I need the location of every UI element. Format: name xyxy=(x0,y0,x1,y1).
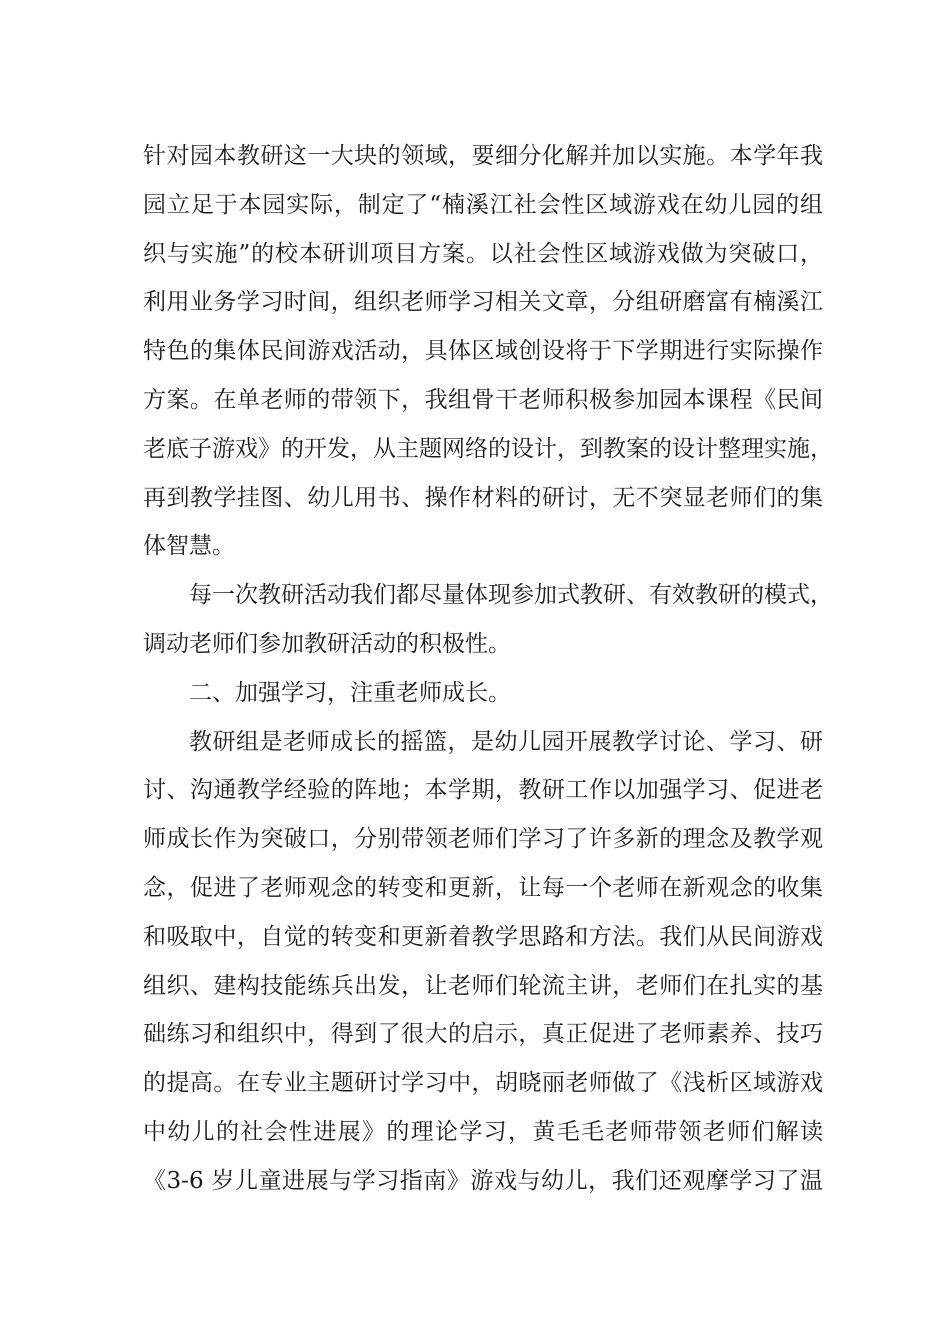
document-body xyxy=(143,132,833,1206)
text-line: 组织、建构技能练兵出发，让老师们轮流主讲，老师们在扎实的基 xyxy=(143,972,823,999)
paragraph xyxy=(143,132,833,571)
text-line: 和吸取中，自觉的转变和更新着教学思路和方法。我们从民间游戏 xyxy=(143,923,823,950)
text-line: 《3-6 岁儿童进展与学习指南》游戏与幼儿，我们还观摩学习了温 xyxy=(143,1167,823,1194)
text-line: 调动老师们参加教研活动的积极性。 xyxy=(143,630,511,657)
paragraph xyxy=(143,571,833,669)
text-line: 再到教学挂图、幼儿用书、操作材料的研讨，无不突显老师们的集 xyxy=(143,484,823,511)
text-line: 二、加强学习，注重老师成长。 xyxy=(189,679,511,706)
text-line: 特色的集体民间游戏活动，具体区域创设将于下学期进行实际操作 xyxy=(143,338,823,365)
text-line: 针对园本教研这一大块的领域，要细分化解并加以实施。本学年我 xyxy=(143,143,823,169)
paragraph xyxy=(143,669,823,718)
text-line: 老底子游戏》的开发，从主题网络的设计，到教案的设计整理实施， xyxy=(143,435,833,462)
text-line: 础练习和组织中，得到了很大的启示，真正促进了老师素养、技巧 xyxy=(143,1021,823,1048)
text-line: 织与实施”的校本研训项目方案。以社会性区域游戏做为突破口， xyxy=(143,240,823,267)
text-line: 体智慧。 xyxy=(143,533,235,560)
text-line: 教研组是老师成长的摇篮，是幼儿园开展教学讨论、学习、研 xyxy=(189,728,823,755)
text-line: 师成长作为突破口，分别带领老师们学习了许多新的理念及教学观 xyxy=(143,826,823,853)
text-line: 利用业务学习时间，组织老师学习相关文章，分组研磨富有楠溪江 xyxy=(143,289,823,316)
text-line: 每一次教研活动我们都尽量体现参加式教研、有效教研的模式， xyxy=(189,582,833,609)
text-line: 园立足于本园实际，制定了“楠溪江社会性区域游戏在幼儿园的组 xyxy=(143,191,823,218)
text-line: 的提高。在专业主题研讨学习中，胡晓丽老师做了《浅析区域游戏 xyxy=(143,1070,823,1097)
paragraph xyxy=(143,718,823,1206)
text-line: 讨、沟通教学经验的阵地；本学期，教研工作以加强学习、促进老 xyxy=(143,777,823,804)
text-line: 方案。在单老师的带领下，我组骨干老师积极参加园本课程《民间 xyxy=(143,386,823,413)
text-line: 念，促进了老师观念的转变和更新，让每一个老师在新观念的收集 xyxy=(143,874,823,901)
text-line: 中幼儿的社会性进展》的理论学习，黄毛毛老师带领老师们解读 xyxy=(143,1118,823,1145)
